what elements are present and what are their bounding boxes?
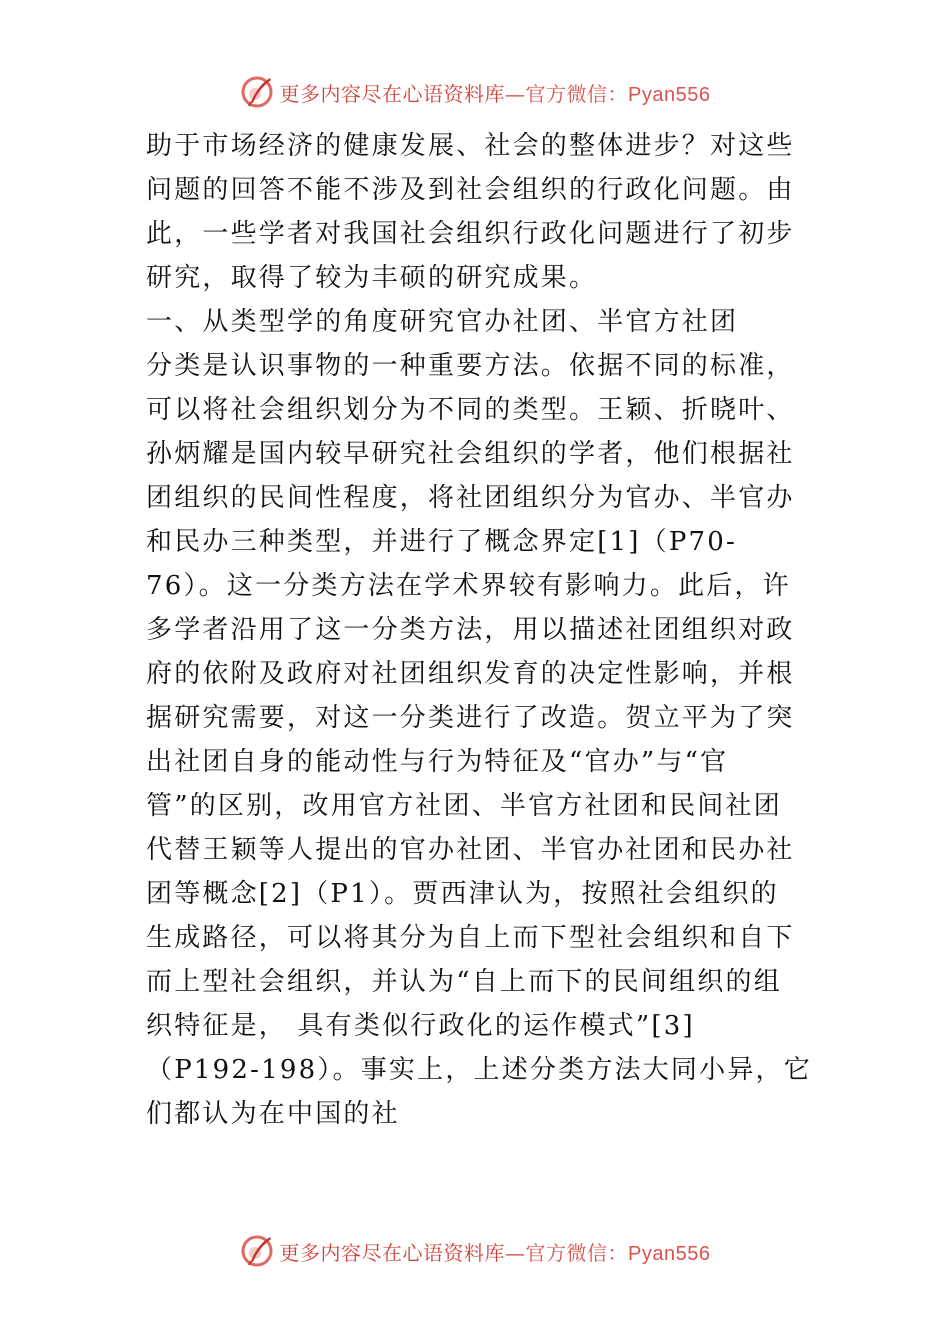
text-line: 此，一些学者对我国社会组织行政化问题进行了初步 [146, 219, 795, 249]
text-line: 生成路径，可以将其分为自上而下型社会组织和自下 [146, 923, 795, 953]
watermark-text [280, 78, 711, 107]
text-line: 代替王颖等人提出的官办社团、半官办社团和民办社 [146, 835, 795, 865]
watermark-main-text: 更多内容尽在心语资料库 [279, 1240, 506, 1265]
watermark-wechat-id: Pyan556 [628, 1242, 711, 1265]
text-line: 可以将社会组织划分为不同的类型。王颖、折晓叶、 [146, 395, 795, 425]
text-line: 多学者沿用了这一分类方法，用以描述社团组织对政 [146, 615, 795, 645]
text-line: 问题的回答不能不涉及到社会组织的行政化问题。由 [146, 175, 795, 205]
text-line: 研究，取得了较为丰硕的研究成果。 [146, 263, 598, 293]
text-line: 分类是认识事物的一种重要方法。依据不同的标准， [146, 351, 795, 381]
text-line: 府的依附及政府对社团组织发育的决定性影响，并根 [146, 659, 795, 689]
footer-watermark [0, 1231, 950, 1271]
text-line: （P192-198）。事实上，上述分类方法大同小异，它 [146, 1055, 812, 1085]
watermark-sub-text: 官方微信： [525, 81, 629, 106]
header-watermark [0, 72, 950, 112]
text-line: 据研究需要，对这一分类进行了改造。贺立平为了突 [146, 703, 795, 733]
text-line: 们都认为在中国的社 [146, 1099, 400, 1129]
watermark-wechat-id: Pyan556 [628, 83, 711, 106]
text-line: 76）。这一分类方法在学术界较有影响力。此后，许 [146, 571, 791, 601]
watermark-sub-text: 官方微信： [525, 1240, 629, 1265]
quill-logo-icon [240, 75, 274, 109]
text-line: 出社团自身的能动性与行为特征及“官办”与“官 [146, 747, 729, 777]
text-line: 孙炳耀是国内较早研究社会组织的学者，他们根据社 [146, 439, 795, 469]
document-body [146, 124, 812, 1136]
text-line: 管”的区别，改用官方社团、半官方社团和民间社团 [146, 791, 782, 821]
quill-logo-icon [240, 1234, 274, 1268]
watermark-dash: — [505, 1240, 526, 1265]
text-line: 团组织的民间性程度，将社团组织分为官办、半官办 [146, 483, 795, 513]
watermark-text [280, 1237, 711, 1266]
section-heading: 一、从类型学的角度研究官办社团、半官方社团 [146, 307, 739, 337]
watermark-main-text: 更多内容尽在心语资料库 [279, 81, 506, 106]
watermark-dash: — [505, 81, 526, 106]
text-line: 织特征是， 具有类似行政化的运作模式”[3] [146, 1011, 695, 1041]
text-line: 和民办三种类型，并进行了概念界定[1]（P70- [146, 527, 737, 557]
text-line: 助于市场经济的健康发展、社会的整体进步？对这些 [146, 131, 795, 161]
text-line: 团等概念[2]（P1）。贾西津认为，按照社会组织的 [146, 879, 779, 909]
text-line: 而上型社会组织，并认为“自上而下的民间组织的组 [146, 967, 782, 997]
